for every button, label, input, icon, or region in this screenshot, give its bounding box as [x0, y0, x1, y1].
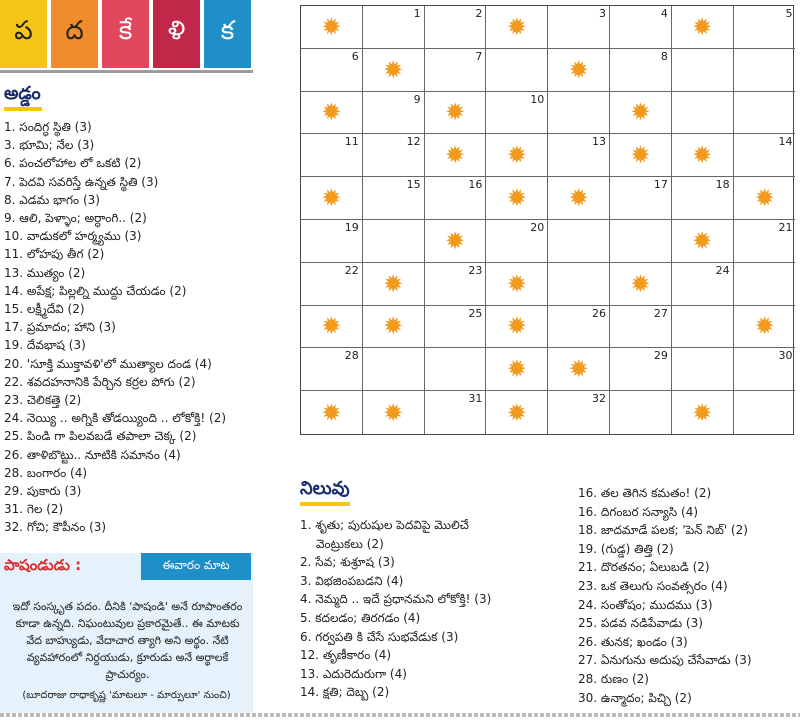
grid-cell[interactable] — [548, 391, 610, 434]
cell-number: 28 — [344, 349, 359, 363]
star-block-icon: ✹ — [506, 12, 527, 41]
grid-cell[interactable] — [672, 263, 734, 306]
cell-number: 7 — [475, 49, 483, 63]
grid-cell[interactable] — [301, 306, 363, 349]
clue-item: 5. కదలడం; తిరగడం (4) — [300, 610, 421, 625]
clue-item: 18. జాదమాడే పలక; 'పెన్ నిబ్' (2) — [578, 523, 748, 538]
clue-item: 6. గర్వపతి కి చేసే సుభవేడుక (3) — [300, 629, 459, 644]
star-block-icon: ✹ — [692, 226, 713, 255]
grid-cell[interactable] — [734, 49, 796, 92]
star-block-icon: ✹ — [321, 12, 342, 41]
grid-cell[interactable] — [486, 177, 548, 220]
page-bottom-border — [0, 713, 800, 717]
grid-cell[interactable] — [486, 391, 548, 434]
grid-cell[interactable] — [486, 306, 548, 349]
grid-cell[interactable] — [672, 306, 734, 349]
cell-number: 24 — [715, 263, 730, 277]
grid-cell[interactable] — [425, 6, 487, 49]
star-block-icon: ✹ — [754, 184, 775, 213]
star-block-icon: ✹ — [630, 269, 651, 298]
cell-number: 29 — [653, 349, 668, 363]
grid-cell[interactable] — [734, 6, 796, 49]
star-block-icon: ✹ — [383, 55, 404, 84]
down-clue-list-2 — [578, 484, 752, 707]
cell-number: 8 — [660, 49, 668, 63]
grid-cell[interactable] — [363, 92, 425, 135]
star-block-icon: ✹ — [692, 12, 713, 41]
cell-number: 13 — [592, 135, 607, 149]
grid-cell[interactable] — [363, 6, 425, 49]
cell-number: 6 — [351, 49, 359, 63]
clue-item: 13. ముత్యం (2) — [4, 265, 86, 280]
clue-item: 31. గెల (2) — [4, 502, 64, 517]
grid-cell[interactable] — [672, 220, 734, 263]
grid-cell[interactable] — [301, 348, 363, 391]
grid-cell[interactable] — [363, 348, 425, 391]
title-tile: ళి — [153, 0, 200, 68]
clue-item: 23. ఒక తెలుగు సంవత్సరం (4) — [578, 578, 728, 593]
clue-item: 15. లక్ష్మీదేవి (2) — [4, 302, 85, 317]
cell-number: 22 — [344, 263, 359, 277]
clue-item: 16. తల తెగిన కమతం! (2) — [578, 486, 712, 500]
cell-number: 23 — [468, 263, 483, 277]
grid-cell[interactable] — [610, 134, 672, 177]
grid-cell[interactable] — [548, 306, 610, 349]
clue-item: 14. క్షతి; దెబ్బ (2) — [300, 685, 390, 700]
clue-item: 25. పిండి గా పిలవబడే తపాలా చెక్క (2) — [4, 429, 197, 444]
cell-number: 1 — [413, 7, 421, 20]
star-block-icon: ✹ — [383, 269, 404, 298]
grid-cell[interactable] — [425, 220, 487, 263]
grid-cell[interactable] — [425, 263, 487, 306]
star-block-icon: ✹ — [321, 98, 342, 127]
star-block-icon: ✹ — [506, 398, 527, 427]
grid-cell[interactable] — [610, 306, 672, 349]
cell-number: 2 — [475, 7, 483, 20]
clue-item: 4. నెమ్మది .. ఇదే ప్రధానమని లోకోక్తి! (3) — [300, 592, 492, 607]
star-block-icon: ✹ — [383, 312, 404, 341]
cell-number: 11 — [344, 135, 359, 149]
clue-item: వెంట్రుకలు (2) — [316, 536, 384, 551]
cell-number: 5 — [785, 7, 793, 20]
across-heading-underline — [4, 107, 42, 111]
clue-item: 19. (గుడ్డ) తిత్తి (2) — [578, 541, 674, 556]
grid-cell[interactable] — [734, 92, 796, 135]
clue-item: 28. బంగారం (4) — [4, 465, 88, 480]
grid-cell[interactable] — [734, 134, 796, 177]
across-heading: అడ్డం — [4, 83, 41, 104]
grid-cell[interactable] — [486, 348, 548, 391]
star-block-icon: ✹ — [568, 184, 589, 213]
grid-cell[interactable] — [610, 92, 672, 135]
grid-cell[interactable] — [548, 263, 610, 306]
cell-number: 30 — [778, 349, 793, 363]
grid-cell[interactable] — [548, 49, 610, 92]
clue-item: 8. ఎడమ భాగం (3) — [4, 192, 100, 207]
star-block-icon: ✹ — [444, 141, 466, 170]
grid-cell[interactable] — [610, 263, 672, 306]
cell-number: 31 — [468, 392, 483, 406]
grid-cell[interactable] — [548, 220, 610, 263]
clue-item: 3. విభజింపబడని (4) — [300, 573, 404, 588]
grid-cell[interactable] — [301, 134, 363, 177]
cell-number: 25 — [468, 306, 483, 320]
word-of-week-body: ఇదో సంస్కృత పదం. దీనికి 'పాషండి' అనే రూపాంతరం కూడా ఉన్నది. నిఘంటువుల ప్రకారమైతే.. ఈ మాటకు వేద బాహ్యుడు, వేదాచార త్యాగి అని అర్థం. నేటి వ్యవహారంలో నిర్దయుడు, క్రూరుడు అనే అర్థాలకే ప్రాచుర్యం. — [12, 600, 243, 681]
clue-item: 23. చెలికత్తె (2) — [4, 393, 82, 408]
grid-cell[interactable] — [301, 92, 363, 135]
grid-cell[interactable] — [672, 177, 734, 220]
grid-cell[interactable] — [548, 6, 610, 49]
grid-cell[interactable] — [363, 134, 425, 177]
grid-cell[interactable] — [672, 6, 734, 49]
grid-cell[interactable] — [363, 220, 425, 263]
clue-item: 26. తాళిబొట్టు.. నూటికి సమానం (4) — [4, 447, 181, 462]
clue-item: 28. రుణం (2) — [578, 671, 649, 686]
grid-cell[interactable] — [672, 49, 734, 92]
star-block-icon: ✹ — [692, 141, 713, 170]
grid-cell[interactable] — [301, 391, 363, 434]
clue-item: 10. వాడుకలో హర్మ్యము (3) — [4, 229, 142, 244]
puzzle-title-banner — [0, 0, 253, 70]
grid-cell[interactable] — [486, 92, 548, 135]
star-block-icon: ✹ — [444, 226, 466, 255]
clue-item: 19. దేవభాష (3) — [4, 338, 86, 353]
cell-number: 32 — [592, 392, 607, 406]
star-block-icon: ✹ — [506, 269, 527, 298]
grid-cell[interactable] — [425, 391, 487, 434]
grid-cell[interactable] — [363, 177, 425, 220]
grid-cell[interactable] — [734, 391, 796, 434]
grid-cell[interactable] — [486, 263, 548, 306]
grid-cell[interactable] — [425, 92, 487, 135]
star-block-icon: ✹ — [754, 312, 775, 341]
cell-number: 4 — [660, 7, 668, 20]
title-divider — [0, 70, 253, 73]
grid-cell[interactable] — [425, 348, 487, 391]
grid-cell[interactable] — [425, 49, 487, 92]
star-block-icon: ✹ — [383, 398, 404, 427]
grid-cell[interactable] — [425, 306, 487, 349]
grid-cell[interactable] — [734, 263, 796, 306]
star-block-icon: ✹ — [321, 184, 342, 213]
clue-item: 30. ఉన్మాదం; పిచ్చి (2) — [578, 690, 692, 705]
grid-cell[interactable] — [548, 134, 610, 177]
grid-cell[interactable] — [301, 263, 363, 306]
clue-item: 2. సేవ; శుశ్రూష (3) — [300, 555, 395, 570]
cell-number: 10 — [530, 92, 545, 106]
grid-cell[interactable] — [363, 263, 425, 306]
title-tile: ద — [51, 0, 98, 68]
grid-cell[interactable] — [486, 49, 548, 92]
cell-number: 16 — [468, 178, 483, 192]
cell-number: 15 — [406, 178, 421, 192]
word-of-week-title: పాషండుడు : — [4, 556, 82, 574]
cell-number: 19 — [344, 221, 359, 234]
cell-number: 12 — [406, 135, 421, 149]
clue-item: 7. పెదవి సవరిస్తే ఉన్నత స్థితి (3) — [4, 174, 159, 189]
grid-cell[interactable] — [734, 177, 796, 220]
cell-number: 3 — [599, 7, 607, 20]
grid-cell[interactable] — [301, 177, 363, 220]
clue-item: 29. పుకారు (3) — [4, 484, 82, 499]
grid-cell[interactable] — [363, 49, 425, 92]
grid-cell[interactable] — [610, 348, 672, 391]
clue-item: 1. సందిగ్ధ స్థితి (3) — [4, 120, 92, 134]
clue-item: 24. నెయ్యి .. అగ్నికి తోడయ్యింది .. లోకోక్తి! (2) — [4, 411, 227, 426]
down-heading-underline — [300, 502, 350, 506]
grid-cell[interactable] — [486, 134, 548, 177]
grid-cell[interactable] — [610, 391, 672, 434]
grid-cell[interactable] — [486, 220, 548, 263]
grid-cell[interactable] — [301, 6, 363, 49]
cell-number: 21 — [778, 221, 793, 234]
clue-item: 13. ఎదురెదురుగా (4) — [300, 666, 407, 681]
star-block-icon: ✹ — [506, 184, 527, 213]
cell-number: 18 — [715, 178, 730, 192]
star-block-icon: ✹ — [444, 98, 466, 127]
star-block-icon: ✹ — [506, 312, 527, 341]
across-clue-list — [4, 118, 226, 537]
grid-cell[interactable] — [425, 134, 487, 177]
star-block-icon: ✹ — [692, 398, 713, 427]
word-of-week-source: (బూదరాజు రాధాకృష్ణ 'మాటలూ - మార్పులూ' నుంచి) — [22, 690, 231, 701]
cell-number: 20 — [530, 221, 545, 234]
cell-number: 26 — [592, 306, 607, 320]
star-block-icon: ✹ — [630, 141, 651, 170]
title-tile: క — [204, 0, 251, 68]
cell-number: 27 — [653, 306, 668, 320]
clue-item: 14. అపేక్ష; పిల్లల్ని ముద్దు చేయడం (2) — [4, 283, 187, 298]
clue-item: 20. 'సూక్తి ముక్తావళి'లో ముత్యాల దండ (4) — [4, 356, 212, 371]
clue-item: 16. దిగంబర సన్యాసి (4) — [578, 504, 699, 519]
grid-cell[interactable] — [301, 220, 363, 263]
grid-cell[interactable] — [610, 49, 672, 92]
star-block-icon: ✹ — [506, 355, 527, 384]
grid-cell[interactable] — [548, 92, 610, 135]
grid-cell[interactable] — [425, 177, 487, 220]
grid-cell[interactable] — [672, 348, 734, 391]
grid-cell[interactable] — [672, 134, 734, 177]
clue-item: 3. భూమి; నేల (3) — [4, 138, 95, 153]
clue-item: 32. గోచి; కౌపీనం (3) — [4, 520, 107, 535]
crossword-grid — [300, 5, 794, 435]
grid-cell[interactable] — [363, 391, 425, 434]
clue-item: 26. తునక; ఖండం (3) — [578, 634, 688, 649]
star-block-icon: ✹ — [568, 355, 589, 384]
cell-number: 17 — [653, 178, 668, 192]
down-clue-list-1 — [300, 516, 491, 702]
clue-item: 6. పంచలోహాల లో ఒకటి (2) — [4, 156, 142, 171]
star-block-icon: ✹ — [568, 55, 589, 84]
clue-item: 21. దొరతనం; ఏలుబడి (2) — [578, 560, 710, 575]
grid-cell[interactable] — [363, 306, 425, 349]
clue-item: 25. పడవ నడిపేవాడు (3) — [578, 616, 703, 631]
clue-item: 24. సంతోషం; ముదము (3) — [578, 597, 713, 612]
down-heading: నిలువు — [300, 478, 350, 499]
grid-cell[interactable] — [734, 306, 796, 349]
clue-item: 22. శవదహనానికి పేర్చిన కర్రల పోగు (2) — [4, 374, 196, 389]
word-of-week-badge: ఈవారం మాట — [141, 553, 251, 580]
grid-cell[interactable] — [548, 177, 610, 220]
title-tile: ప — [0, 0, 47, 68]
grid-cell[interactable] — [301, 49, 363, 92]
grid-cell[interactable] — [548, 348, 610, 391]
grid-cell[interactable] — [734, 348, 796, 391]
cell-number: 9 — [413, 92, 421, 106]
clue-item: 9. ఆలి, పెళ్ళాం; అర్ధాంగి.. (2) — [4, 211, 147, 226]
clue-item: 12. తృణీకారం (4) — [300, 648, 392, 663]
star-block-icon: ✹ — [630, 98, 651, 127]
star-block-icon: ✹ — [321, 312, 342, 341]
cell-number: 14 — [778, 135, 793, 149]
star-block-icon: ✹ — [506, 141, 527, 170]
clue-item: 17. ప్రమాదం; హాని (3) — [4, 320, 116, 335]
grid-cell[interactable] — [672, 391, 734, 434]
grid-cell[interactable] — [672, 92, 734, 135]
grid-cell[interactable] — [610, 6, 672, 49]
clue-item: 1. శృతు; పురుషుల పెదవిపై మొలిచే — [300, 518, 469, 532]
clue-item: 11. లోహపు తీగ (2) — [4, 247, 105, 262]
grid-cell[interactable] — [734, 220, 796, 263]
grid-cell[interactable] — [610, 220, 672, 263]
star-block-icon: ✹ — [321, 398, 342, 427]
grid-cell[interactable] — [610, 177, 672, 220]
grid-cell[interactable] — [486, 6, 548, 49]
title-tile: కే — [102, 0, 149, 68]
clue-item: 27. ఏనుగును అదుపు చేసేవాడు (3) — [578, 653, 752, 668]
